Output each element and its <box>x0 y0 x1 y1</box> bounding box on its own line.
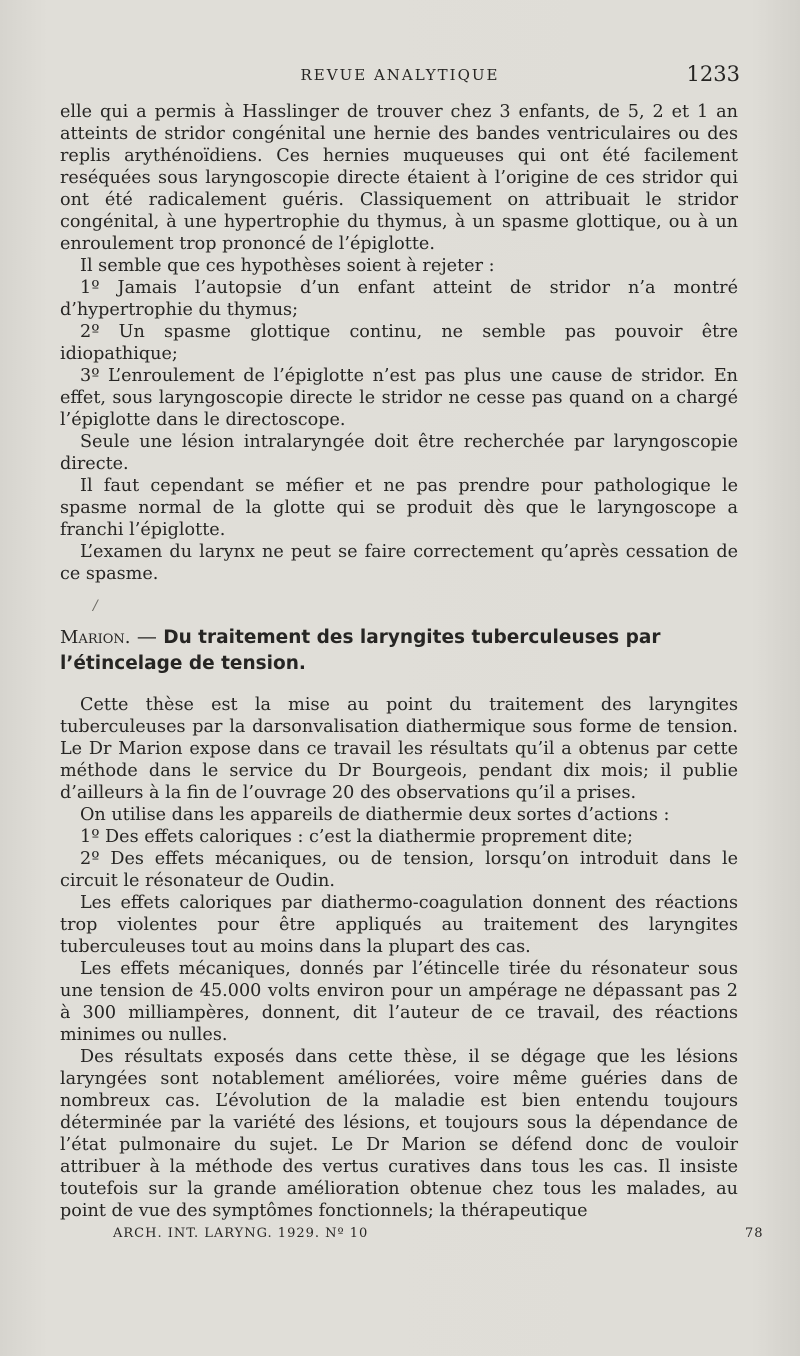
page-footer <box>113 1226 764 1248</box>
paragraph: 1º Des effets caloriques : c’est la diathermie proprement dite; <box>80 827 633 847</box>
page-header <box>60 62 740 90</box>
body-text-section-2 <box>60 694 738 1222</box>
article-heading <box>60 624 738 676</box>
journal-citation: ARCH. INT. LARYNG. 1929. Nº 10 <box>113 1226 369 1241</box>
heading-dash: — <box>130 624 164 648</box>
paragraph: Seule une lésion intralaryngée doit être recherchée par laryngoscopie directe. <box>60 432 738 474</box>
paragraph: elle qui a permis à Hasslinger de trouver chez 3 enfants, de 5, 2 et 1 an atteints de stridor congénital une hernie des bandes ventriculaires ou des replis arythénoïdiens. Ces hernies muqueuses qui ont été facilement reséquées sous laryngoscopie directe étaient à l’origine de ces stridor qui ont été radicalement guéris. Classiquement on attribuait le stridor congénital, à une hypertrophie du thymus, à un spasme glottique, ou à un enroulement trop prononcé de l’épiglotte. <box>60 102 738 254</box>
article-author: Marion. <box>60 627 131 648</box>
paragraph: 1º Jamais l’autopsie d’un enfant atteint de stridor n’a montré d’hypertrophie du thymus; <box>60 278 738 320</box>
page-number: 1233 <box>686 62 740 86</box>
paragraph: 2º Des effets mécaniques, ou de tension, lorsqu’on introduit dans le circuit le résonateur de Oudin. <box>60 849 738 891</box>
article-title: Du traitement des laryngites tuberculeuses par l’étincelage de tension. <box>60 627 661 674</box>
body-text-section-1 <box>60 101 738 585</box>
paragraph: L’examen du larynx ne peut se faire correctement qu’après cessation de ce spasme. <box>60 542 738 584</box>
paragraph: Il faut cependant se méfier et ne pas prendre pour pathologique le spasme normal de la glotte qui se produit dès que le laryngoscope a franchi l’épiglotte. <box>60 476 738 540</box>
running-title: REVUE ANALYTIQUE <box>300 66 500 84</box>
paragraph: On utilise dans les appareils de diathermie deux sortes d’actions : <box>80 805 670 825</box>
margin-mark: / <box>93 598 98 614</box>
paragraph: Cette thèse est la mise au point du traitement des laryngites tuberculeuses par la darsonvalisation diathermique sous forme de tension. Le Dr Marion expose dans ce travail les résultats qu’il a obtenus par cette méthode dans le service du Dr Bourgeois, pendant dix mois; il publie d’ailleurs à la fin de l’ouvrage 20 des observations qu’il a prises. <box>60 695 738 803</box>
paragraph: Les effets caloriques par diathermo-coagulation donnent des réactions trop violentes pour être appliqués au traitement des laryngites tuberculeuses tout au moins dans la plupart des cas. <box>60 893 738 957</box>
paragraph: Les effets mécaniques, donnés par l’étincelle tirée du résonateur sous une tension de 45.000 volts environ pour un ampérage ne dépassant pas 2 à 300 milliampères, donnent, dit l’auteur de ce travail, des réactions minimes ou nulles. <box>60 959 738 1045</box>
paragraph: Il semble que ces hypothèses soient à rejeter : <box>80 256 495 276</box>
signature-mark: 78 <box>745 1226 764 1241</box>
paragraph: Des résultats exposés dans cette thèse, il se dégage que les lésions laryngées sont notablement améliorées, voire même guéries dans de nombreux cas. L’évolution de la maladie est bien entendu toujours déterminée par la variété des lésions, et toujours sous la dépendance de l’état pulmonaire du sujet. Le Dr Marion se défend donc de vouloir attribuer à la méthode des vertus curatives dans tous les cas. Il insiste toutefois sur la grande amélioration obtenue chez tous les malades, au point de vue des symptômes fonctionnels; la thérapeutique <box>60 1047 738 1221</box>
paragraph: 3º L’enroulement de l’épiglotte n’est pas plus une cause de stridor. En effet, sous laryngoscopie directe le stridor ne cesse pas quand on a chargé l’épiglotte dans le directoscope. <box>60 366 738 430</box>
paragraph: 2º Un spasme glottique continu, ne semble pas pouvoir être idiopathique; <box>60 322 738 364</box>
